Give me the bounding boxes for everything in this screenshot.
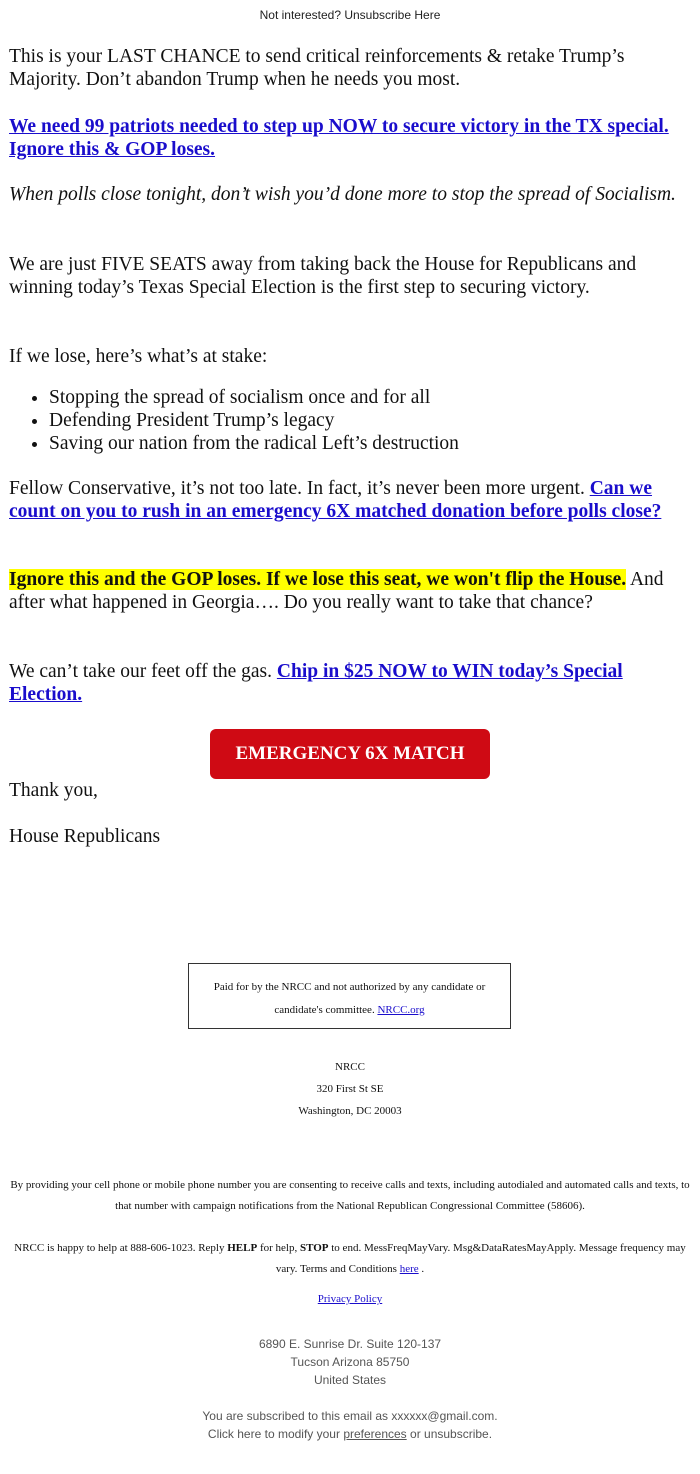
help-part-4: . xyxy=(418,1263,425,1275)
urgent-paragraph xyxy=(9,477,693,523)
stakes-intro: If we lose, here’s what’s at stake: xyxy=(9,346,268,367)
paid-for-text: candidate's committee. xyxy=(274,1004,378,1016)
five-seats-paragraph: We are just FIVE SEATS away from taking back the House for Republicans and winning today’s Texas Special Election is the first step to securing victory. xyxy=(9,254,637,298)
emergency-match-button[interactable]: EMERGENCY 6X MATCH xyxy=(210,729,490,779)
modify-line xyxy=(0,1425,700,1443)
highlighted-warning: Ignore this and the GOP loses. If we lose this seat, we won't flip the House. xyxy=(9,569,627,590)
gas-text: We can’t take our feet off the gas. xyxy=(9,661,277,682)
org-city: Washington, DC 20003 xyxy=(298,1105,402,1117)
help-part-2: for help, xyxy=(257,1242,300,1254)
modify-part-1: Click here to modify your xyxy=(207,1427,344,1441)
privacy-policy-link[interactable]: Privacy Policy xyxy=(317,1293,383,1305)
help-part-1: NRCC is happy to help at 888-606-1023. Reply xyxy=(14,1242,228,1254)
help-keyword: HELP xyxy=(227,1242,258,1254)
donate-link-99-patriots[interactable]: We need 99 patriots needed to step up NOW to secure victory in the TX special. Ignore this & GOP loses. xyxy=(9,116,669,160)
help-text xyxy=(6,1238,694,1280)
sms-consent-text: By providing your cell phone or mobile phone number you are consenting to receive calls and texts, including autodialed and automated calls and texts, to that number with campaign notifications from the National Republican Congressional Committee (58606). xyxy=(10,1179,690,1212)
georgia-text: And after what happened in Georgia…. Do you really want to take that chance? xyxy=(9,569,664,613)
subscribed-line: You are subscribed to this email as xxxxxx@gmail.com. xyxy=(202,1409,498,1423)
terms-here-link[interactable]: here xyxy=(399,1263,419,1275)
paid-for-line-1: Paid for by the NRCC and not authorized by any candidate or xyxy=(213,981,486,993)
gas-paragraph xyxy=(9,660,693,706)
stakes-list xyxy=(9,386,700,455)
donate-link-chip-in-25[interactable]: Chip in $25 NOW to WIN today’s Special Election. xyxy=(9,661,623,705)
mailing-address xyxy=(0,1335,700,1389)
preferences-link[interactable]: preferences xyxy=(343,1427,407,1441)
paid-for-line-2 xyxy=(189,999,510,1022)
org-address xyxy=(0,1056,700,1122)
unsubscribe-header-link[interactable]: Not interested? Unsubscribe Here xyxy=(259,8,441,22)
stop-keyword: STOP xyxy=(299,1242,329,1254)
address-line-2: Tucson Arizona 85750 xyxy=(290,1355,410,1369)
georgia-paragraph xyxy=(9,568,693,614)
list-item: • Saving our nation from the radical Left’s destruction xyxy=(49,432,700,455)
signoff: Thank you, xyxy=(9,780,98,801)
polls-close-paragraph: When polls close tonight, don’t wish you’d done more to stop the spread of Socialism. xyxy=(9,184,676,205)
paid-for-disclaimer xyxy=(188,963,511,1029)
signature: House Republicans xyxy=(9,826,161,847)
help-part-3: to end. MessFreqMayVary. Msg&DataRatesMayApply. Message frequency may vary. Terms and Conditions xyxy=(275,1242,686,1275)
list-item: • Defending President Trump’s legacy xyxy=(49,409,700,432)
subscription-info xyxy=(0,1407,700,1443)
org-street: 320 First St SE xyxy=(316,1083,384,1095)
address-line-3: United States xyxy=(313,1373,387,1387)
donate-link-6x-match[interactable]: Can we count on you to rush in an emergency 6X matched donation before polls close? xyxy=(9,478,662,522)
nrcc-org-link[interactable]: NRCC.org xyxy=(377,1004,425,1016)
list-item: • Stopping the spread of socialism once and for all xyxy=(49,386,700,409)
urgent-text: Fellow Conservative, it’s not too late. In fact, it’s never been more urgent. xyxy=(9,478,585,499)
intro-paragraph: This is your LAST CHANCE to send critical reinforcements & retake Trump’s Majority. Don’t abandon Trump when he needs you most. xyxy=(9,46,625,90)
org-name: NRCC xyxy=(335,1061,365,1073)
modify-part-2: or unsubscribe. xyxy=(406,1427,493,1441)
address-line-1: 6890 E. Sunrise Dr. Suite 120-137 xyxy=(258,1337,442,1351)
privacy-section xyxy=(0,1293,700,1305)
